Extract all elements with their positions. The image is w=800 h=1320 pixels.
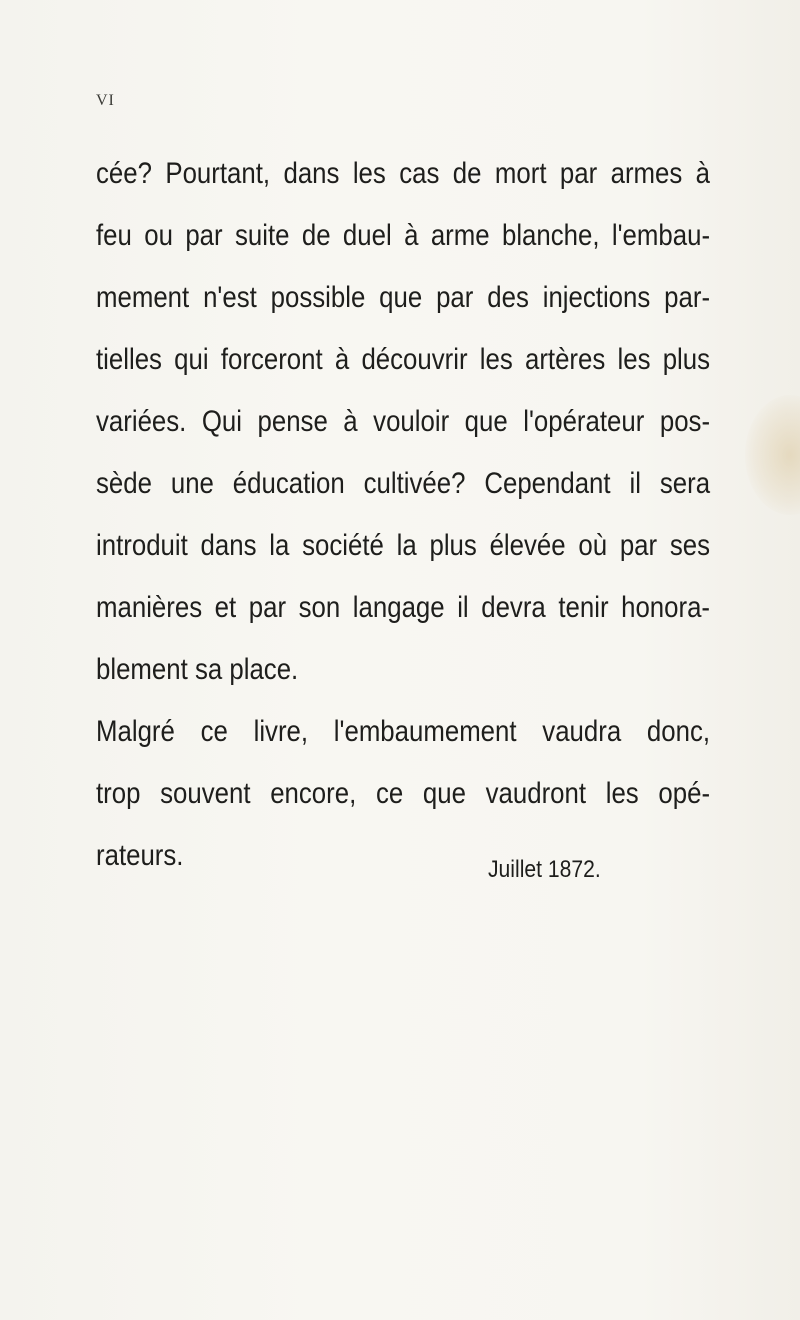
text-line: manières et par son langage il devra tenir honora- — [96, 591, 711, 624]
text-line: blement sa place. — [96, 653, 299, 686]
text-line: introduit dans la société la plus élevée où par ses — [96, 529, 711, 562]
text-line: cée? Pourtant, dans les cas de mort par armes à — [96, 157, 711, 190]
date-signature: Juillet 1872. — [488, 856, 601, 883]
text-line: mement n'est possible que par des injections par- — [96, 281, 711, 314]
text-line: tielles qui forceront à découvrir les artères les plus — [96, 343, 711, 376]
text-line: rateurs. — [96, 839, 184, 872]
text-line: feu ou par suite de duel à arme blanche, l'embau- — [96, 219, 711, 252]
text-line: variées. Qui pense à vouloir que l'opérateur pos- — [96, 405, 711, 438]
page-number: VI — [96, 92, 115, 109]
paper-stain — [745, 395, 800, 515]
text-line: Malgré ce livre, l'embaumement vaudra donc, — [96, 715, 711, 748]
text-line: sède une éducation cultivée? Cependant il sera — [96, 467, 711, 500]
text-line: trop souvent encore, ce que vaudront les opé- — [96, 777, 711, 810]
body-text — [96, 143, 710, 887]
